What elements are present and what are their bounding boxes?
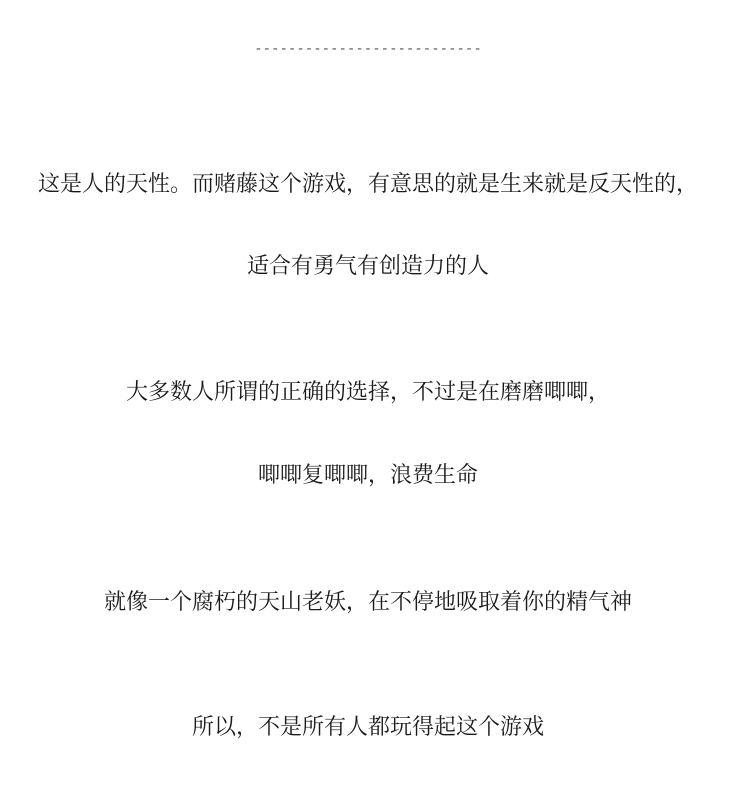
paragraph-1-line-1: 这是人的天性。而赌藤这个游戏，有意思的就是生来就是反天性的， <box>37 172 698 197</box>
paragraph-2-line-2: 唧唧复唧唧，浪费生命 <box>257 463 478 488</box>
paragraph-2-line-1: 大多数人所谓的正确的选择，不过是在磨磨唧唧， <box>125 380 610 405</box>
paragraph-3-line-1: 就像一个腐朽的天山老妖，在不停地吸取着你的精气神 <box>103 590 632 615</box>
paragraph-4-line-1: 所以，不是所有人都玩得起这个游戏 <box>191 715 544 740</box>
dashed-divider: --------------------------- <box>254 41 482 57</box>
paragraph-1-line-2: 适合有勇气有创造力的人 <box>246 254 489 279</box>
